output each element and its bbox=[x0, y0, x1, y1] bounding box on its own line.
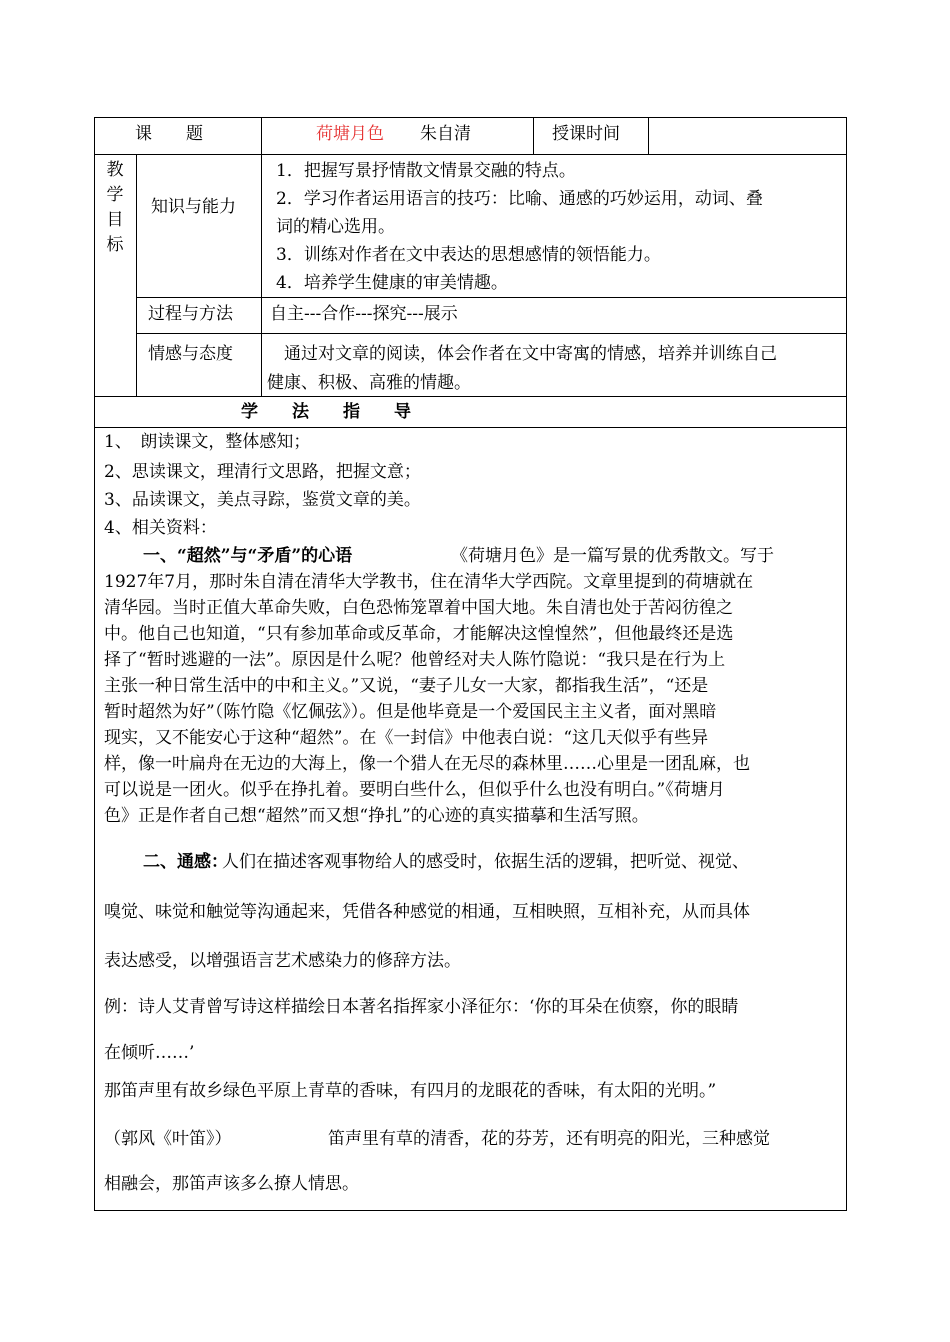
section2-line: 表达感受，以增强语言艺术感染力的修辞方法。 bbox=[104, 951, 461, 971]
section2-line: 人们在描述客观事物给人的感受时，依据生活的逻辑，把听觉、视觉、 bbox=[222, 852, 749, 872]
emotion-label: 情感与态度 bbox=[148, 344, 233, 364]
section1-line: 暂时超然为好”（陈竹隐《忆佩弦》）。但是他毕竟是一个爱国民主主义者，面对黑暗 bbox=[104, 702, 717, 722]
section1-line: 清华园。当时正值大革命失败，白色恐怖笼罩着中国大地。朱自清也处于苦闷彷徨之 bbox=[104, 598, 733, 618]
objectives-group-char: 教 bbox=[106, 160, 124, 180]
objectives-col-divider-2 bbox=[261, 154, 262, 396]
objectives-group-char: 标 bbox=[106, 235, 124, 255]
section1-line: 主张一种日常生活中的中和主义。”又说，“妻子儿女一大家，都指我生活”，“还是 bbox=[104, 676, 709, 696]
process-label: 过程与方法 bbox=[148, 304, 233, 324]
section1-line: 现实，又不能安心于这种“超然”。在《一封信》中他表白说：“这几天似乎有些异 bbox=[104, 728, 709, 748]
header-row-bottom bbox=[94, 154, 847, 155]
knowledge-item: 词的精心选用。 bbox=[276, 217, 395, 237]
knowledge-label: 知识与能力 bbox=[151, 197, 236, 217]
header-col-divider-2 bbox=[533, 117, 534, 155]
example-line: 例：诗人艾青曾写诗这样描绘日本著名指挥家小泽征尔：‘你的耳朵在侦察，你的眼睛 bbox=[104, 997, 739, 1017]
example-comment: 笛声里有草的清香，花的芬芳，还有明亮的阳光，三种感觉 bbox=[328, 1129, 770, 1149]
section1-line: 色》正是作者自己想“超然”而又想“挣扎”的心迹的真实描摹和生活写照。 bbox=[104, 806, 649, 826]
knowledge-item: 2．学习作者运用语言的技巧：比喻、通感的巧妙运用，动词、叠 bbox=[276, 189, 763, 209]
section1-line: 择了“暂时逃避的一法”。原因是什么呢？他曾经对夫人陈竹隐说：“我只是在行为上 bbox=[104, 650, 726, 670]
section1-line: 中。他自己也知道，“只有参加革命或反革命，才能解决这惶惶然”，但他最终还是选 bbox=[104, 624, 734, 644]
process-text: 自主---合作---探究---展示 bbox=[270, 304, 458, 324]
section1-line: 1927年7月，那时朱自清在清华大学教书，住在清华大学西院。文章里提到的荷塘就在 bbox=[104, 572, 754, 592]
guide-heading: 学 法 指 导 bbox=[241, 402, 411, 422]
table-border-right bbox=[846, 117, 847, 1211]
example-source: （郭风《叶笛》） bbox=[104, 1129, 232, 1149]
example-comment: 相融会，那笛声该多么撩人情思。 bbox=[104, 1174, 359, 1194]
teaching-time-label: 授课时间 bbox=[552, 124, 620, 144]
section1-line: 样，像一叶扁舟在无边的大海上，像一个猎人在无尽的森林里……心里是一团乱麻，也 bbox=[104, 754, 750, 774]
objectives-row-divider-2 bbox=[136, 333, 847, 334]
emotion-line: 通过对文章的阅读，体会作者在文中寄寓的情感，培养并训练自己 bbox=[284, 344, 777, 364]
table-border-top bbox=[94, 117, 847, 118]
objectives-block-bottom bbox=[94, 396, 847, 397]
knowledge-item: 4．培养学生健康的审美情趣。 bbox=[276, 273, 508, 293]
topic-label: 课 题 bbox=[135, 124, 203, 144]
guide-step: 3、品读课文，美点寻踪，鉴赏文章的美。 bbox=[104, 490, 421, 510]
table-border-left bbox=[94, 117, 95, 1211]
section1-line: 《荷塘月色》是一篇写景的优秀散文。写于 bbox=[451, 546, 774, 566]
example-line: 在倾听……’ bbox=[104, 1043, 195, 1063]
table-border-bottom bbox=[94, 1210, 847, 1211]
objectives-group-char: 目 bbox=[106, 210, 124, 230]
objectives-group-char: 学 bbox=[106, 185, 124, 205]
lesson-title: 荷塘月色 bbox=[316, 124, 384, 144]
section1-line: 可以说是一团火。似乎在挣扎着。要明白些什么，但似乎什么也没有明白。”《荷塘月 bbox=[104, 780, 725, 800]
example-line: 那笛声里有故乡绿色平原上青草的香味，有四月的龙眼花的香味，有太阳的光明。” bbox=[104, 1081, 717, 1101]
section1-heading: 一、“超然”与“矛盾”的心语 bbox=[143, 546, 353, 566]
section2-heading: 二、通感： bbox=[143, 852, 228, 872]
header-col-divider-1 bbox=[261, 117, 262, 155]
objectives-col-divider-1 bbox=[136, 154, 137, 396]
knowledge-item: 1．把握写景抒情散文情景交融的特点。 bbox=[276, 161, 576, 181]
objectives-row-divider-1 bbox=[136, 297, 847, 298]
emotion-line: 健康、积极、高雅的情趣。 bbox=[267, 373, 471, 393]
guide-heading-bottom bbox=[94, 427, 847, 428]
guide-step: 1、 朗读课文，整体感知； bbox=[104, 432, 311, 452]
guide-step: 2、思读课文，理清行文思路，把握文意； bbox=[104, 462, 421, 482]
section2-line: 嗅觉、味觉和触觉等沟通起来，凭借各种感觉的相通，互相映照，互相补充，从而具体 bbox=[104, 902, 750, 922]
knowledge-item: 3．训练对作者在文中表达的思想感情的领悟能力。 bbox=[276, 245, 661, 265]
lesson-author: 朱自清 bbox=[420, 124, 471, 144]
guide-step: 4、相关资料： bbox=[104, 518, 217, 538]
objectives-group-label bbox=[94, 158, 136, 258]
header-col-divider-3 bbox=[648, 117, 649, 155]
